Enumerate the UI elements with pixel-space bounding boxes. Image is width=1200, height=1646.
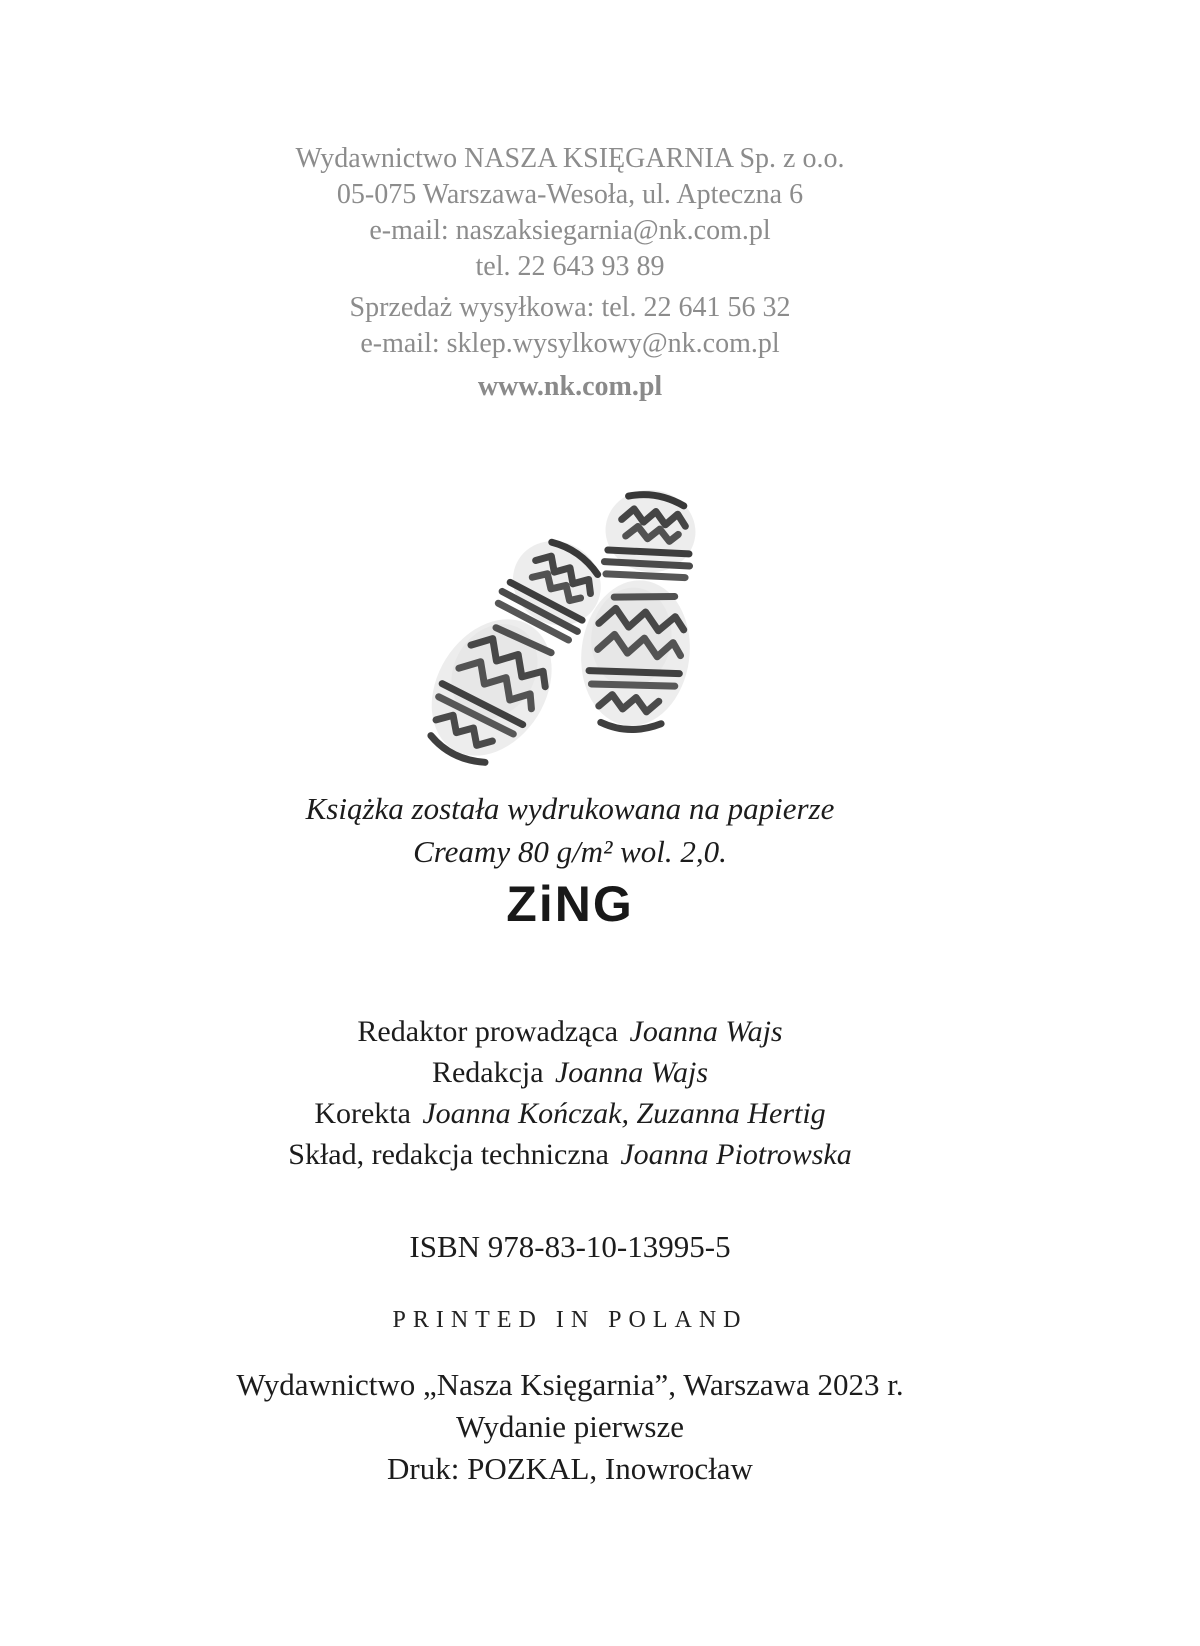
colophon-publisher-year: Wydawnictwo „Nasza Księgarnia”, Warszawa 2023 r. bbox=[236, 1367, 904, 1402]
credit-label: Redakcja bbox=[431, 1056, 544, 1089]
mail-order-block bbox=[0, 290, 1140, 362]
colophon-edition: Wydanie pierwsze bbox=[456, 1409, 684, 1444]
printed-in-poland: PRINTED IN POLAND bbox=[392, 1307, 748, 1333]
publisher-email: e-mail: naszaksiegarnia@nk.com.pl bbox=[369, 215, 771, 246]
credits-block bbox=[0, 1011, 1140, 1175]
footprints-icon bbox=[410, 475, 730, 775]
credit-name: Joanna Wajs bbox=[629, 1015, 783, 1048]
credit-row-managing-editor bbox=[0, 1011, 1140, 1052]
colophon-printer: Druk: POZKAL, Inowrocław bbox=[387, 1451, 753, 1486]
publisher-name: Wydawnictwo NASZA KSIĘGARNIA Sp. z o.o. bbox=[295, 143, 845, 174]
mail-order-email: e-mail: sklep.wysylkowy@nk.com.pl bbox=[360, 328, 780, 359]
credit-name: Joanna Kończak, Zuzanna Hertig bbox=[422, 1097, 826, 1130]
paper-note-line: Książka została wydrukowana na papierze bbox=[305, 791, 835, 826]
credit-name: Joanna Piotrowska bbox=[620, 1138, 852, 1171]
publisher-phone: tel. 22 643 93 89 bbox=[475, 251, 665, 282]
credit-row-proofreading bbox=[0, 1093, 1140, 1134]
credit-name: Joanna Wajs bbox=[554, 1056, 709, 1089]
paper-note-line: Creamy 80 g/m² wol. 2,0. bbox=[413, 834, 727, 869]
colophon-block bbox=[0, 1364, 1140, 1490]
paper-note-block bbox=[0, 787, 1140, 873]
publisher-website: www.nk.com.pl bbox=[477, 371, 663, 402]
credit-label: Korekta bbox=[314, 1097, 411, 1130]
footprints-illustration bbox=[0, 475, 1140, 775]
publisher-address: 05-075 Warszawa-Wesoła, ul. Apteczna 6 bbox=[336, 179, 804, 210]
credit-label: Skład, redakcja techniczna bbox=[288, 1138, 609, 1171]
credit-label: Redaktor prowadząca bbox=[357, 1015, 619, 1048]
credit-row-editing bbox=[0, 1052, 1140, 1093]
credit-row-typesetting bbox=[0, 1134, 1140, 1175]
isbn: ISBN 978-83-10-13995-5 bbox=[409, 1229, 731, 1264]
publisher-address-block bbox=[0, 141, 1140, 285]
mail-order-phone: Sprzedaż wysyłkowa: tel. 22 641 56 32 bbox=[349, 292, 791, 323]
zing-paper-logo: ZiNG bbox=[506, 876, 634, 932]
